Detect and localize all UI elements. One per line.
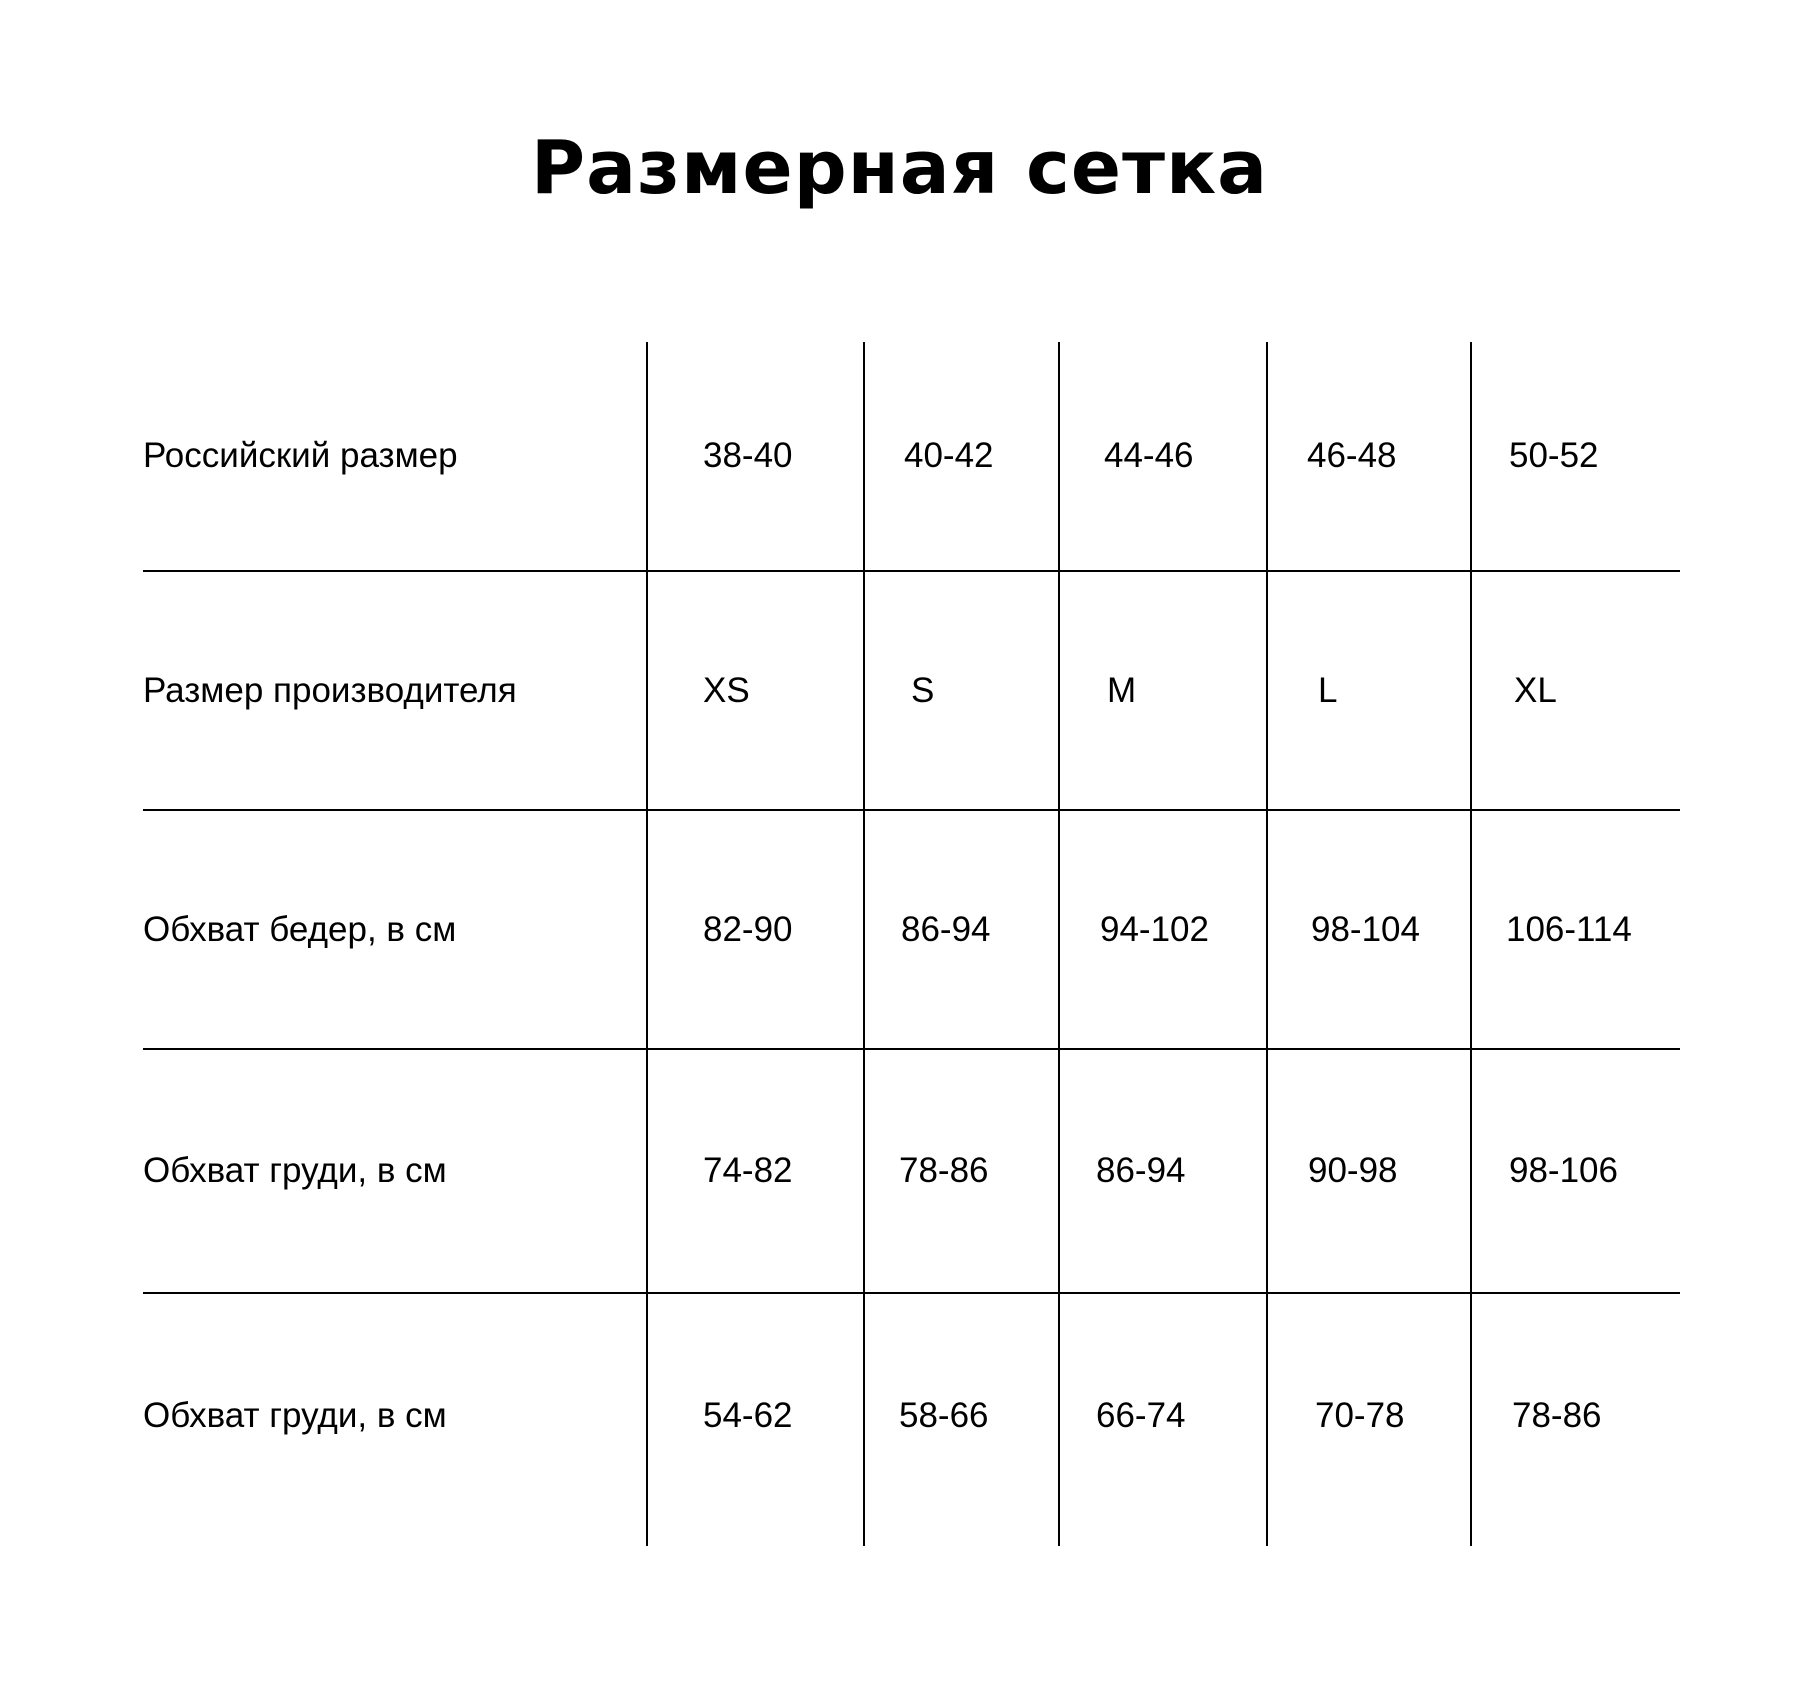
table-row (143, 811, 1680, 1050)
table-cell: S (911, 670, 935, 710)
row-label: Обхват груди, в см (143, 1396, 447, 1435)
table-cell: 86-94 (1096, 1151, 1186, 1190)
table-cell: L (1318, 670, 1338, 710)
page-title: Размерная сетка (530, 125, 1269, 211)
table-cell: M (1107, 670, 1137, 710)
table-cell: 98-106 (1509, 1151, 1618, 1190)
table-cell: 78-86 (899, 1151, 989, 1190)
table-cell: XS (703, 670, 750, 710)
table-cell: 46-48 (1307, 436, 1397, 475)
table-cell: 58-66 (899, 1396, 989, 1435)
table-cell: 74-82 (703, 1151, 793, 1190)
table-cell: 90-98 (1308, 1151, 1398, 1190)
table-cell: 94-102 (1100, 909, 1209, 949)
row-label: Обхват бедер, в см (143, 909, 457, 949)
table-row (143, 572, 1680, 811)
table-row (143, 1050, 1680, 1294)
table-cell: 40-42 (904, 436, 994, 475)
row-label: Обхват груди, в см (143, 1151, 447, 1190)
table-cell: 44-46 (1104, 436, 1194, 475)
table-row (143, 342, 1680, 572)
table-cell: 66-74 (1096, 1396, 1186, 1435)
table-cell: 70-78 (1315, 1396, 1405, 1435)
row-label: Российский размер (143, 436, 458, 475)
table-cell: 106-114 (1506, 909, 1632, 949)
table-cell: 82-90 (703, 909, 793, 949)
table-cell: 78-86 (1512, 1396, 1602, 1435)
table-cell: 98-104 (1311, 909, 1420, 949)
table-cell: 54-62 (703, 1396, 793, 1435)
table-cell: 50-52 (1509, 436, 1599, 475)
size-table (143, 342, 1680, 1546)
table-cell: 38-40 (703, 436, 793, 475)
row-label: Размер производителя (143, 670, 517, 710)
table-row (143, 1294, 1680, 1538)
table-cell: XL (1514, 670, 1557, 710)
table-cell: 86-94 (901, 909, 991, 949)
